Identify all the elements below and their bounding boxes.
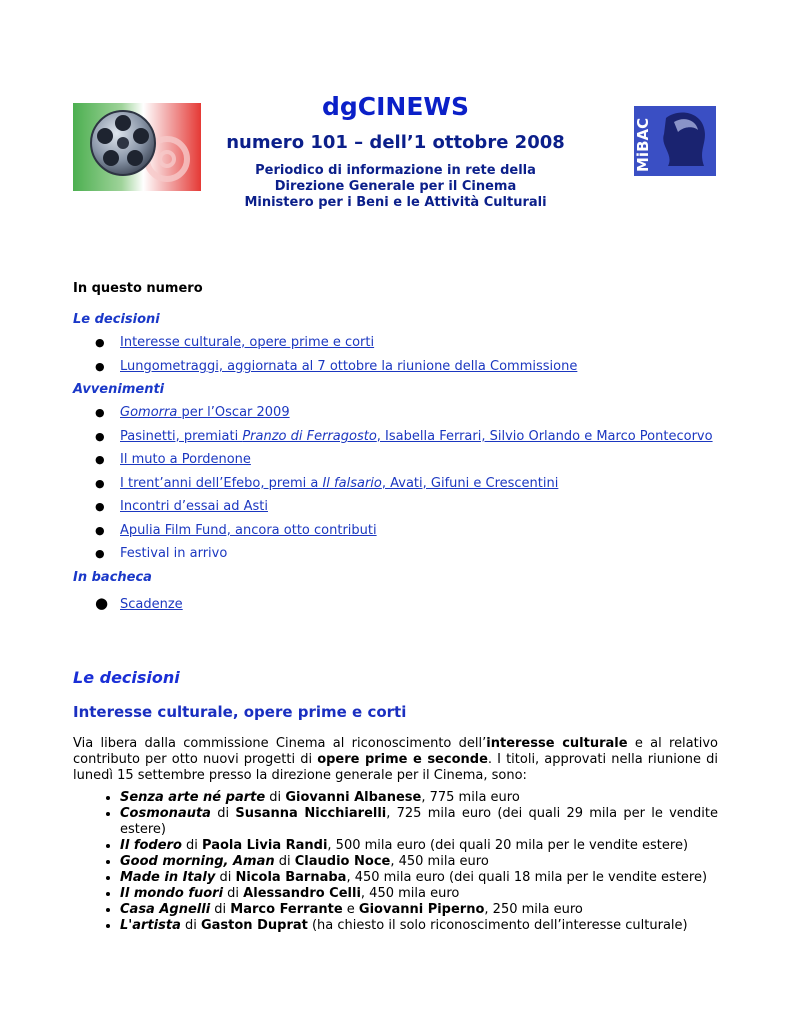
toc-section-le-decisioni: Le decisioni	[73, 312, 160, 327]
text-run: , 500 mila euro (dei quali 20 mila per le vendite estere)	[327, 838, 689, 853]
text-run: Nicola Barnaba	[235, 870, 347, 885]
text-run: Made in Italy	[120, 870, 216, 885]
text-run: e	[342, 902, 359, 917]
text-run: Gomorra	[120, 405, 178, 420]
bullet: ●	[95, 524, 105, 537]
text-run: per l’Oscar 2009	[177, 405, 290, 420]
article-title: Interesse culturale, opere prime e corti	[73, 703, 407, 721]
text-run: di	[274, 854, 295, 869]
text-run: Pranzo di Ferragosto	[242, 429, 377, 444]
toc-item-plain	[120, 546, 227, 561]
section-heading: Le decisioni	[73, 668, 180, 687]
text-run: , 725 mila euro (dei quali 29 mila per le vendite estere)	[120, 806, 718, 837]
toc-link[interactable]	[120, 429, 713, 444]
bullet: ●	[95, 547, 105, 560]
text-run: , 250 mila euro	[484, 902, 583, 917]
text-run: Il muto a Pordenone	[120, 452, 251, 467]
text-run: di	[210, 902, 231, 917]
text-run: Paola Livia Randi	[202, 838, 328, 853]
toc-section-in-bacheca: In bacheca	[73, 570, 152, 585]
text-run: Il falsario	[322, 476, 382, 491]
toc-section-avvenimenti: Avvenimenti	[73, 382, 165, 397]
list-item	[120, 870, 718, 886]
text-run: L'artista	[120, 918, 181, 933]
list-item	[120, 854, 718, 870]
text-run: Pasinetti, premiati	[120, 429, 243, 444]
toc-link[interactable]	[120, 405, 290, 420]
text-run: , Isabella Ferrari, Silvio Orlando e Marco Pontecorvo	[376, 429, 713, 444]
text-run: di	[265, 790, 286, 805]
text-run: Festival in arrivo	[120, 546, 228, 561]
toc-link[interactable]	[120, 452, 251, 467]
list-item	[120, 886, 718, 902]
text-run: , 775 mila euro	[421, 790, 520, 805]
text-run: Apulia Film Fund, ancora otto contributi	[120, 523, 377, 538]
toc-link[interactable]	[120, 523, 377, 538]
text-run: di	[215, 870, 236, 885]
text-run: Cosmonauta	[120, 806, 211, 821]
bullet: ●	[95, 500, 105, 513]
newsletter-title: dgCINEWS	[321, 92, 470, 121]
text-run: Claudio Noce	[294, 854, 391, 869]
text-run: di	[223, 886, 244, 901]
text-run: di	[210, 806, 236, 821]
toc-link[interactable]	[120, 335, 374, 350]
text-run: Giovanni Piperno	[358, 902, 485, 917]
list-item	[120, 902, 718, 918]
list-item	[120, 918, 718, 934]
text-run: Lungometraggi, aggiornata al 7 ottobre la riunione della Commissione	[120, 359, 578, 374]
svg-text:MiBAC: MiBAC	[634, 117, 652, 172]
issue-number: numero 101 – dell’1 ottobre 2008	[226, 132, 565, 153]
text-run: I trent’anni dell’Efebo, premi a	[120, 476, 323, 491]
bullet: ●	[95, 430, 105, 443]
bullet: ●	[95, 594, 109, 612]
toc-link[interactable]	[120, 499, 268, 514]
text-run: Casa Agnelli	[120, 902, 211, 917]
bullet: ●	[95, 477, 105, 490]
text-run: Giovanni Albanese	[285, 790, 422, 805]
text-run: interesse culturale	[486, 736, 628, 751]
subtitle-line-3: Ministero per i Beni e le Attività Culturali	[244, 195, 547, 210]
article-intro	[73, 736, 718, 784]
text-run: Good morning, Aman	[120, 854, 275, 869]
subtitle-line-1: Periodico di informazione in rete della	[255, 163, 536, 178]
text-run: , 450 mila euro	[390, 854, 489, 869]
text-run: Interesse culturale, opere prime e corti	[120, 335, 375, 350]
text-run: di	[180, 918, 201, 933]
list-item	[120, 838, 718, 854]
toc-link[interactable]	[120, 597, 183, 612]
text-run: (ha chiesto il solo riconoscimento dell’interesse culturale)	[307, 918, 688, 933]
toc-link[interactable]	[120, 359, 577, 374]
text-run: Susanna Nicchiarelli	[235, 806, 387, 821]
text-run: . I titoli, approvati nella riunione di lunedì 15 settembre presso la direzione generale per il Cinema, sono:	[73, 752, 718, 783]
text-run: , 450 mila euro	[360, 886, 460, 901]
bullet: ●	[95, 406, 105, 419]
text-run: opere prime e seconde	[317, 752, 488, 767]
text-run: Senza arte né parte	[120, 790, 266, 805]
text-run: e al relativo contributo per otto nuovi progetti di	[73, 736, 718, 767]
bullet: ●	[95, 360, 105, 373]
text-run: , Avati, Gifuni e Crescentini	[381, 476, 559, 491]
subtitle-line-2: Direzione Generale per il Cinema	[274, 179, 517, 194]
bullet: ●	[95, 336, 105, 349]
text-run: Via libera dalla commissione Cinema al riconoscimento dell’	[73, 736, 487, 751]
text-run: Il mondo fuori	[120, 886, 224, 901]
bullet: ●	[95, 453, 105, 466]
text-run: Alessandro Celli	[243, 886, 361, 901]
list-item	[120, 790, 718, 806]
text-run: , 450 mila euro (dei quali 18 mila per le vendite estere)	[346, 870, 708, 885]
text-run: Scadenze	[120, 597, 183, 612]
text-run: Il fodero	[120, 838, 182, 853]
toc-heading: In questo numero	[73, 281, 203, 296]
text-run: di	[181, 838, 203, 853]
text-run: Marco Ferrante	[230, 902, 343, 917]
films-list	[73, 790, 718, 934]
text-run: Incontri d’essai ad Asti	[120, 499, 268, 514]
text-run: Gaston Duprat	[200, 918, 308, 933]
toc-link[interactable]	[120, 476, 558, 491]
list-item	[120, 806, 718, 838]
